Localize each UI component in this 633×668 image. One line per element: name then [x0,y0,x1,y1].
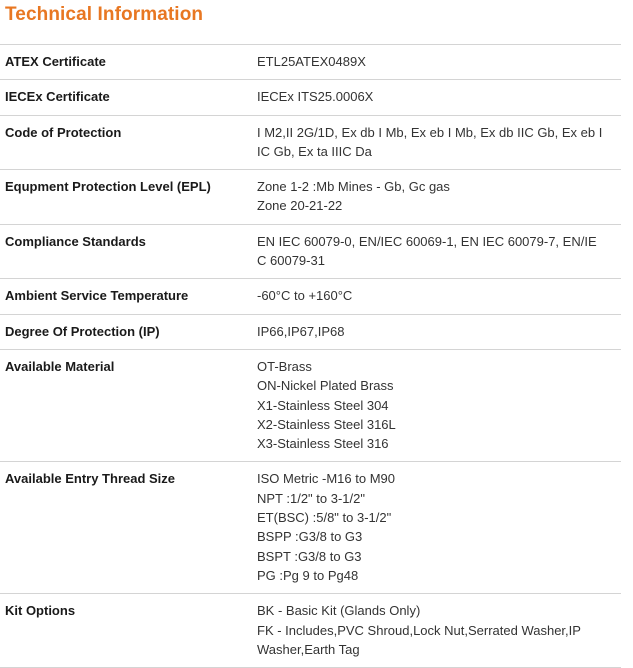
table-row [0,170,621,225]
table-row [0,462,621,594]
row-value-line: NPT :1/2" to 3-1/2" [257,490,365,506]
row-value-line: C 60079-31 [257,253,325,269]
row-label: Equpment Protection Level (EPL) [5,179,211,195]
row-value-line: BSPT :G3/8 to G3 [257,548,362,564]
section-title: Technical Information [5,4,204,25]
row-value-line: ISO Metric -M16 to M90 [257,471,395,487]
row-label: ATEX Certificate [5,54,106,69]
row-value-line: IP66,IP67,IP68 [257,323,345,339]
row-value-line: BK - Basic Kit (Glands Only) [257,603,421,619]
table-row [0,225,621,280]
row-value-line: OT-Brass [257,358,312,374]
row-label: Code of Protection [5,124,122,140]
row-value-line: ON-Nickel Plated Brass [257,378,394,394]
table-row [0,315,621,350]
row-value [257,322,621,341]
row-value [257,87,621,106]
row-label: IECEx Certificate [5,89,110,105]
row-value-line: IC Gb, Ex ta IIIC Da [257,143,372,159]
row-value [257,123,621,162]
row-label: Compliance Standards [5,233,146,249]
row-value [257,469,621,585]
row-value [257,177,621,216]
table-row [0,116,621,171]
row-value-line: Zone 20-21-22 [257,198,343,214]
row-value-line: IECEx ITS25.0006X [257,89,374,105]
row-value-line: X1-Stainless Steel 304 [257,397,389,413]
table-row [0,279,621,314]
row-value [257,601,621,659]
row-value-line: X3-Stainless Steel 316 [257,436,389,452]
table-row [0,594,621,668]
table-row [0,350,621,462]
row-value-line: X2-Stainless Steel 316L [257,416,396,432]
table-row [0,44,621,80]
spec-table [0,44,621,668]
row-value-line: -60°C to +160°C [257,288,353,304]
row-value [257,232,621,271]
row-value-line: Zone 1-2 :Mb Mines - Gb, Gc gas [257,179,450,195]
row-value [257,52,621,71]
row-value [257,286,621,305]
row-value [257,357,621,453]
row-value-line: BSPP :G3/8 to G3 [257,529,363,545]
row-label: Available Entry Thread Size [5,471,176,487]
row-label: Degree Of Protection (IP) [5,323,160,339]
row-value-line: EN IEC 60079-0, EN/IEC 60069-1, EN IEC 60079-7, EN/IE [257,233,597,249]
row-value-line: ET(BSC) :5/8" to 3-1/2" [257,510,392,526]
row-value-line: PG :Pg 9 to Pg48 [257,567,359,583]
row-label: Kit Options [5,603,76,619]
row-label: Available Material [5,358,115,374]
row-value-line: I M2,II 2G/1D, Ex db I Mb, Ex eb I Mb, Ex db IIC Gb, Ex eb I [257,124,603,140]
row-value-line: Washer,Earth Tag [257,641,360,657]
table-row [0,80,621,115]
row-value-line: FK - Includes,PVC Shroud,Lock Nut,Serrated Washer,IP [257,622,581,638]
row-label: Ambient Service Temperature [5,288,189,304]
row-value-line: ETL25ATEX0489X [257,54,366,69]
